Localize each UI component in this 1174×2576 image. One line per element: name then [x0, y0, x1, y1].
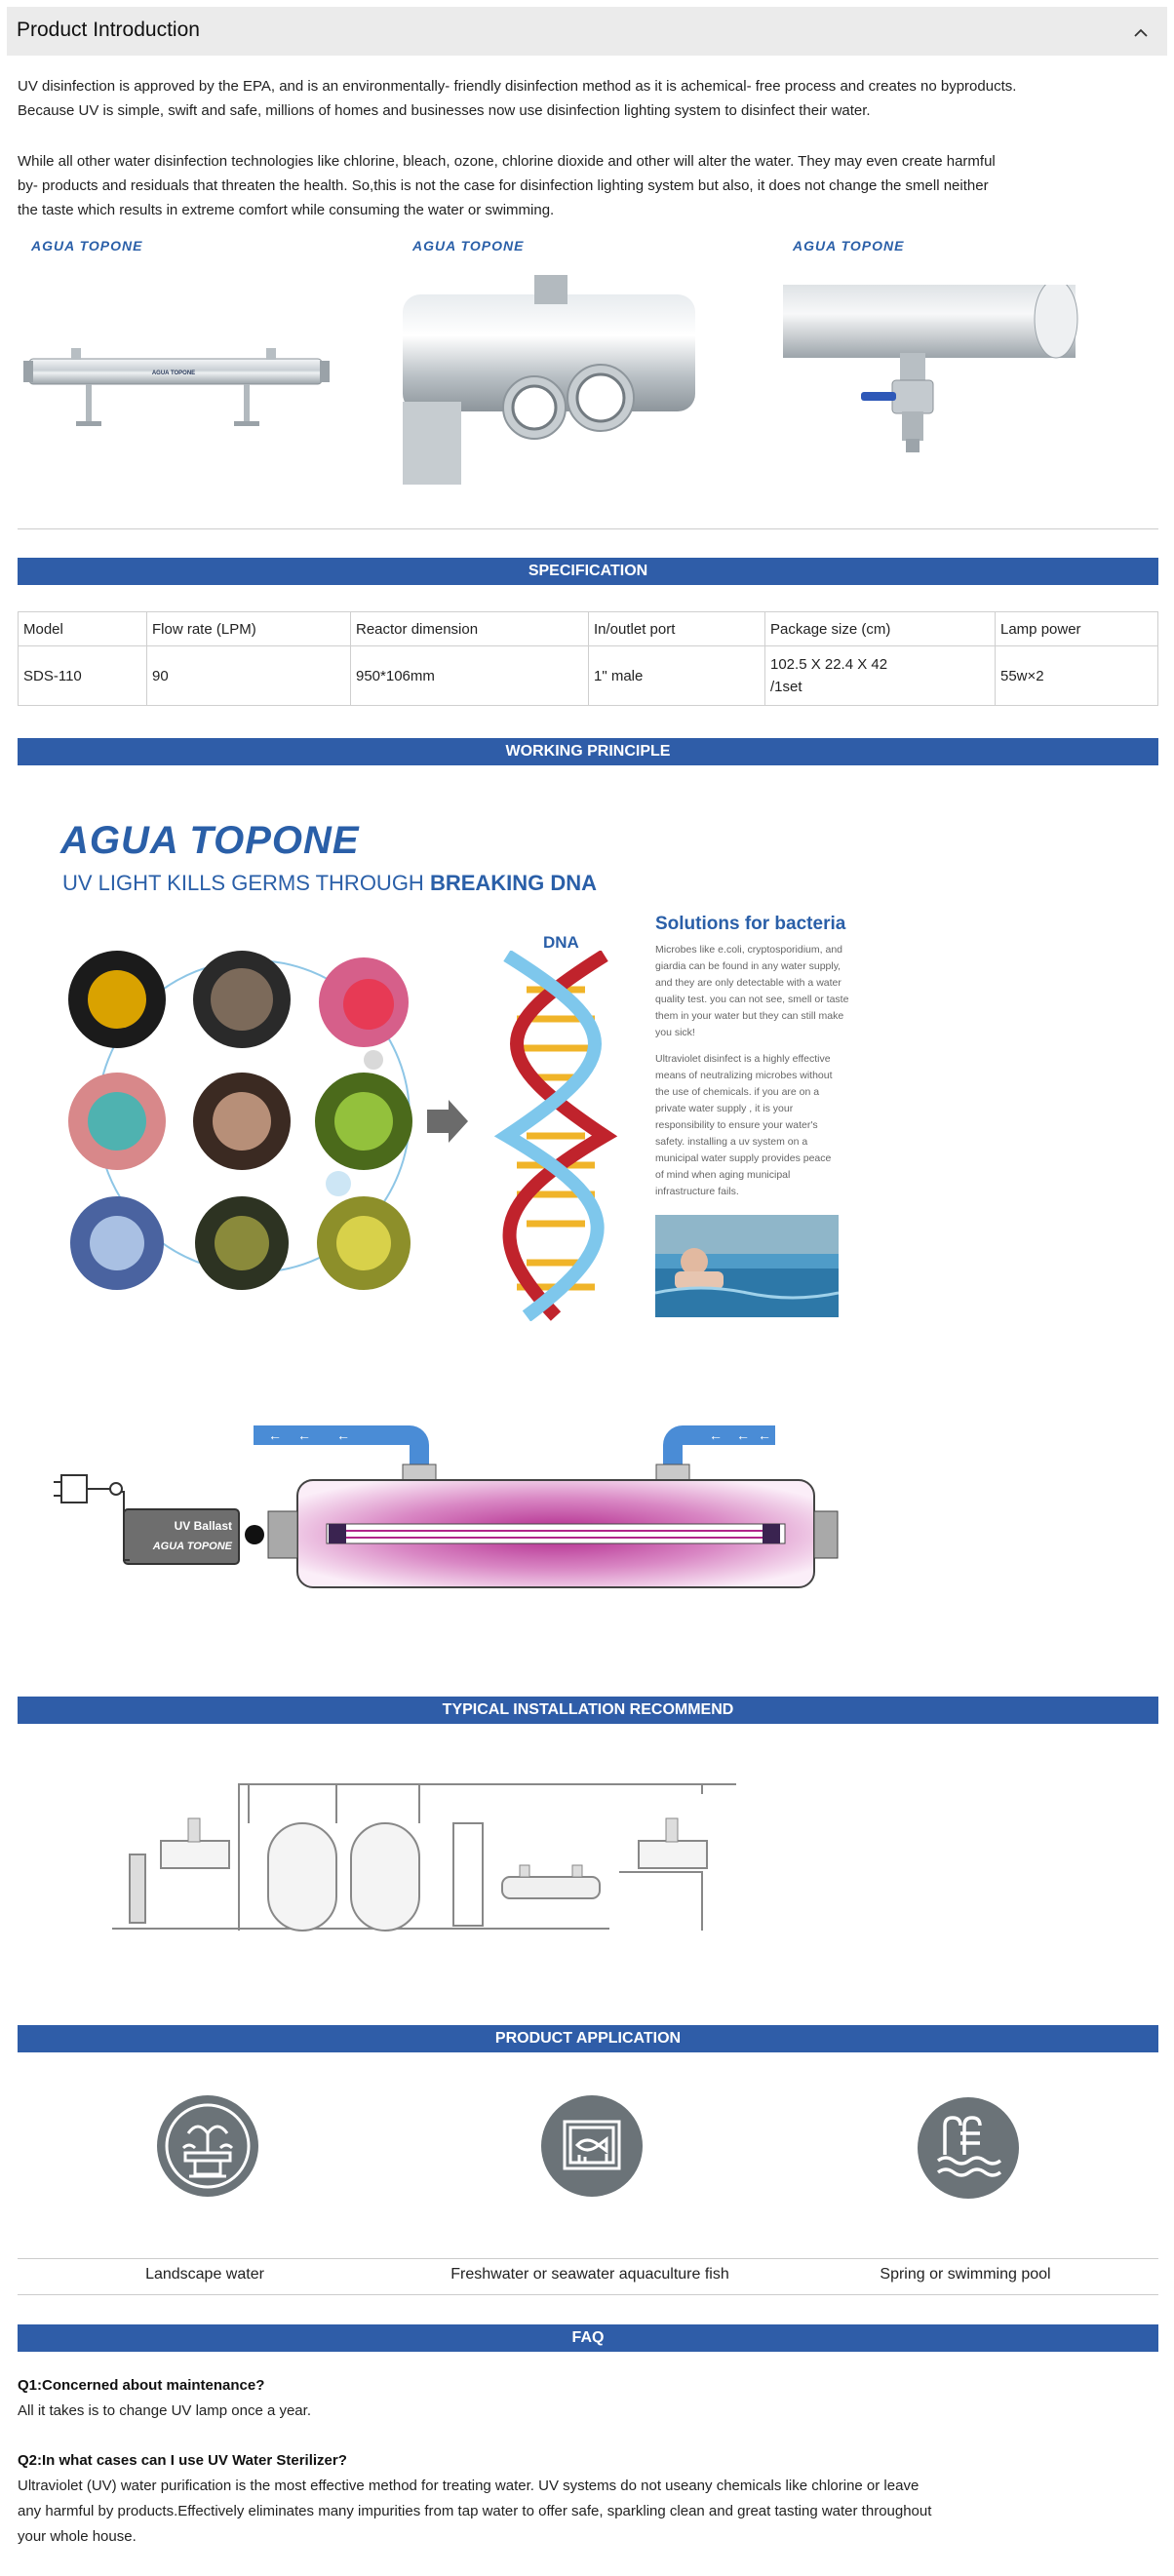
brand-logo: AGUA TOPONE: [31, 238, 143, 254]
intro-line: by- products and residuals that threaten the health. So,this is not the case for disinfection lighting system but also, it does not change the smell neither: [18, 177, 989, 194]
dna-label: DNA: [543, 933, 579, 952]
section-bar-application: PRODUCT APPLICATION: [18, 2025, 1158, 2052]
divider: [18, 2258, 1158, 2259]
application-label: Freshwater or seawater aquaculture fish: [450, 2266, 729, 2283]
svg-text:AGUA TOPONE: AGUA TOPONE: [151, 371, 196, 376]
pool-photo: [655, 1215, 839, 1317]
table-cell: 55w×2: [996, 646, 1158, 706]
pool-icon: [917, 2096, 1020, 2200]
divider: [18, 528, 1158, 529]
faq-answer-line: any harmful by products.Effectively eliminates many impurities from tap water to offer safe, sparkling clean and great tasting water throughout: [18, 2503, 932, 2519]
section-title: Product Introduction: [17, 19, 200, 41]
intro-line: the taste which results in extreme comfort while consuming the water or swimming.: [18, 202, 555, 218]
solutions-line: them in your water but they can still make: [655, 1010, 844, 1022]
principle-brand-logo: AGUA TOPONE: [60, 819, 360, 862]
solutions-line: municipal water supply provides peace: [655, 1152, 832, 1164]
tagline-plain: UV LIGHT KILLS GERMS THROUGH: [62, 871, 430, 895]
svg-text:←: ←: [758, 1427, 771, 1443]
solutions-line: the use of chemicals. if you are on a: [655, 1086, 820, 1098]
table-cell: [765, 646, 996, 706]
intro-paragraph-2: [18, 149, 1051, 222]
solutions-line: means of neutralizing microbes without: [655, 1070, 833, 1081]
brand-logo: AGUA TOPONE: [412, 238, 525, 254]
solutions-line: you sick!: [655, 1027, 695, 1038]
brand-logo: AGUA TOPONE: [793, 238, 905, 254]
solutions-line: Ultraviolet disinfect is a highly effective: [655, 1053, 831, 1065]
tagline-bold: BREAKING DNA: [429, 871, 598, 895]
installation-diagram: [93, 1765, 736, 1940]
solutions-line: Microbes like e.coli, cryptosporidium, and: [655, 944, 842, 956]
table-cell: 950*106mm: [351, 646, 589, 706]
section-bar-specification: SPECIFICATION: [18, 558, 1158, 585]
faq-question: Q1:Concerned about maintenance?: [18, 2377, 265, 2394]
solutions-line: private water supply , it is your: [655, 1103, 794, 1114]
intro-line: UV disinfection is approved by the EPA, and is an environmentally- friendly disinfection method as it is achemical- free process and creates no byproducts.: [18, 78, 1017, 95]
table-header: Package size (cm): [765, 612, 996, 646]
table-cell: 1" male: [589, 646, 765, 706]
section-bar-working-principle: WORKING PRINCIPLE: [18, 738, 1158, 765]
faq-answer: [18, 2474, 983, 2550]
section-bar-faq: FAQ: [18, 2324, 1158, 2352]
intro-line: While all other water disinfection technologies like chlorine, bleach, ozone, chlorine dioxide and other will alter the water. They may even create harmful: [18, 153, 996, 170]
table-header: In/outlet port: [589, 612, 765, 646]
spec-table: [18, 611, 1158, 706]
section-bar-installation: TYPICAL INSTALLATION RECOMMEND: [18, 1697, 1158, 1724]
table-row: [19, 646, 1158, 706]
table-header: Reactor dimension: [351, 612, 589, 646]
faq-answer-line: your whole house.: [18, 2528, 137, 2545]
svg-text:←: ←: [709, 1427, 723, 1443]
faq-answer-line: All it takes is to change UV lamp once a year.: [18, 2402, 311, 2419]
package-line: /1set: [770, 679, 802, 695]
solutions-line: of mind when aging municipal: [655, 1169, 791, 1181]
faq-answer-line: Ultraviolet (UV) water purification is the most effective method for treating water. UV systems do not useany chemicals like chlorine or leave: [18, 2478, 920, 2494]
table-header-row: [19, 612, 1158, 646]
product-photo-full-unit: [18, 263, 339, 492]
table-cell: 90: [147, 646, 351, 706]
table-header: Model: [19, 612, 147, 646]
divider: [18, 2294, 1158, 2295]
ballast-label: UV Ballast: [174, 1519, 232, 1533]
application-label: Landscape water: [145, 2266, 264, 2283]
svg-text:←: ←: [268, 1427, 282, 1443]
microbe-circle-graphic: [59, 936, 488, 1307]
table-header: Lamp power: [996, 612, 1158, 646]
product-intro-header[interactable]: [7, 7, 1167, 56]
solutions-line: quality test. you can not see, smell or taste: [655, 994, 849, 1005]
intro-paragraph-1: [18, 74, 1051, 123]
uv-reactor-diagram: [54, 1414, 853, 1609]
solutions-text-1: [655, 942, 850, 1041]
faq-question: Q2:In what cases can I use UV Water Sterilizer?: [18, 2452, 347, 2469]
solutions-line: and they are only detectable with a water: [655, 977, 841, 989]
table-cell: SDS-110: [19, 646, 147, 706]
package-line: 102.5 X 22.4 X 42: [770, 656, 888, 673]
principle-tagline: [62, 871, 597, 896]
chevron-up-icon[interactable]: [1134, 26, 1148, 40]
application-label: Spring or swimming pool: [880, 2266, 1051, 2283]
faq-answer: [18, 2399, 983, 2424]
svg-text:←: ←: [297, 1427, 311, 1443]
intro-line: Because UV is simple, swift and safe, millions of homes and businesses now use disinfection lighting system to disinfect their water.: [18, 102, 871, 119]
solutions-title: Solutions for bacteria: [655, 914, 846, 934]
solutions-text-2: [655, 1051, 850, 1200]
product-photo-row: [18, 234, 1158, 492]
fountain-icon: [156, 2094, 259, 2198]
solutions-line: giardia can be found in any water supply,: [655, 960, 841, 972]
ballast-brand: AGUA TOPONE: [152, 1541, 232, 1552]
product-photo-outlet: [403, 275, 715, 485]
table-header: Flow rate (LPM): [147, 612, 351, 646]
dna-helix-graphic: [488, 951, 624, 1321]
svg-text:←: ←: [736, 1427, 750, 1443]
solutions-line: responsibility to ensure your water's: [655, 1119, 818, 1131]
solutions-line: safety. installing a uv system on a: [655, 1136, 808, 1148]
product-photo-drain-valve: [783, 285, 1095, 460]
aquarium-icon: [540, 2094, 644, 2198]
solutions-line: infrastructure fails.: [655, 1186, 739, 1197]
svg-text:←: ←: [336, 1427, 350, 1443]
